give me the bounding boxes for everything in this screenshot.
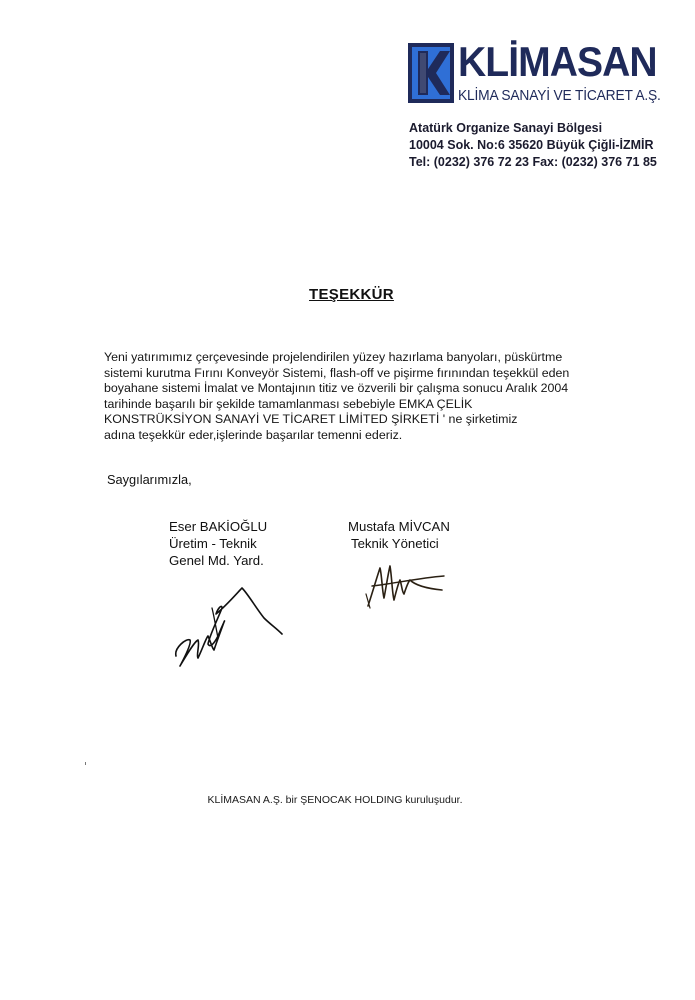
- body-line: tarihinde başarılı bir şekilde tamamlanması sebebiyle EMKA ÇELİK: [104, 396, 473, 411]
- signatory-block: [348, 518, 450, 552]
- body-line: Yeni yatırımımız çerçevesinde projelendirilen yüzey hazırlama banyoları, püskürtme: [104, 350, 563, 364]
- address-line: Atatürk Organize Sanayi Bölgesi: [409, 121, 603, 135]
- signatory-title: Teknik Yönetici: [351, 536, 439, 551]
- body-line: adına teşekkür eder,işlerinde başarılar temenni ederiz.: [104, 427, 403, 442]
- handwritten-signature: [160, 578, 290, 672]
- signatory-name: Eser BAKİOĞLU: [169, 519, 268, 534]
- body-line: KONSTRÜKSİYON SANAYİ VE TİCARET LİMİTED ŞİRKETİ ' ne şirketimiz: [104, 412, 518, 427]
- address-line: 10004 Sok. No:6 35620 Büyük Çiğli-İZMİR: [409, 138, 654, 152]
- scan-speck: [85, 762, 86, 765]
- signatory-title: Üretim - Teknik: [169, 536, 257, 551]
- signatory-title: Genel Md. Yard.: [169, 553, 264, 568]
- signatory-name: Mustafa MİVCAN: [348, 519, 450, 534]
- letter-closing: Saygılarımızla,: [107, 472, 192, 487]
- letter-footer: KLİMASAN A.Ş. bir ŞENOCAK HOLDING kuruluşudur.: [207, 794, 463, 806]
- logo-company-subtitle: KLİMA SANAYİ VE TİCARET A.Ş.: [458, 87, 661, 104]
- logo-company-name: KLİMASAN: [458, 38, 657, 85]
- signatory-block: [169, 518, 267, 569]
- handwritten-signature: [362, 558, 448, 610]
- letter-body: [104, 350, 644, 444]
- company-address: [409, 120, 657, 171]
- logo-mark-icon: [408, 43, 454, 103]
- letter-title: TEŞEKKÜR: [309, 286, 394, 303]
- body-line: sistemi kurutma Fırını Konveyör Sistemi, flash-off ve pişirme fırınından teşekkül eden: [104, 365, 570, 380]
- body-line: boyahane sistemi İmalat ve Montajının titiz ve özverili bir çalışma sonucu Aralık 2004: [104, 381, 569, 396]
- company-logo: [408, 38, 661, 107]
- address-line: Tel: (0232) 376 72 23 Fax: (0232) 376 71 85: [409, 155, 657, 169]
